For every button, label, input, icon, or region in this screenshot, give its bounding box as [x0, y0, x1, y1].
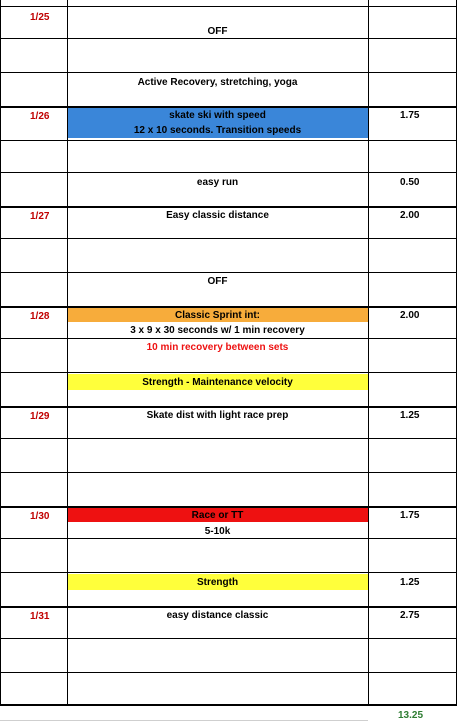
hours-cell: 1.75	[400, 110, 420, 121]
hours-cell: 1.25	[400, 577, 420, 588]
activity-text: Active Recovery, stretching, yoga	[137, 77, 298, 88]
hours-cell: 0.50	[400, 177, 420, 188]
hours-cell: 2.00	[400, 310, 420, 321]
activity-text: easy distance classic	[166, 610, 269, 621]
activity-text: OFF	[207, 26, 228, 37]
activity-text: Skate dist with light race prep	[146, 410, 289, 421]
date-cell: 1/25	[30, 12, 50, 23]
date-cell: 1/30	[30, 511, 50, 522]
hours-cell: 1.75	[400, 510, 420, 521]
hours-cell: 2.75	[400, 610, 420, 621]
activity-text: Easy classic distance	[166, 210, 269, 221]
activity-text: Classic Sprint int:	[174, 310, 260, 321]
activity-text: 10 min recovery between sets	[146, 342, 289, 353]
activity-text: Strength	[196, 577, 239, 588]
date-cell: 1/27	[30, 211, 50, 222]
hours-cell: 1.25	[400, 410, 420, 421]
date-cell: 1/29	[30, 411, 50, 422]
activity-text: 3 x 9 x 30 seconds w/ 1 min recovery	[130, 325, 305, 336]
activity-text: 5-10k	[204, 526, 231, 537]
activity-text: OFF	[207, 276, 228, 287]
activity-text: 12 x 10 seconds. Transition speeds	[133, 125, 302, 136]
activity-text: Strength - Maintenance velocity	[142, 377, 293, 388]
total-hours: 13.25	[398, 710, 424, 721]
activity-text: skate ski with speed	[169, 110, 266, 121]
date-cell: 1/31	[30, 611, 50, 622]
activity-text: easy run	[196, 177, 239, 188]
date-cell: 1/28	[30, 311, 50, 322]
date-cell: 1/26	[30, 111, 50, 122]
activity-text: Race or TT	[191, 510, 244, 521]
hours-cell: 2.00	[400, 210, 420, 221]
